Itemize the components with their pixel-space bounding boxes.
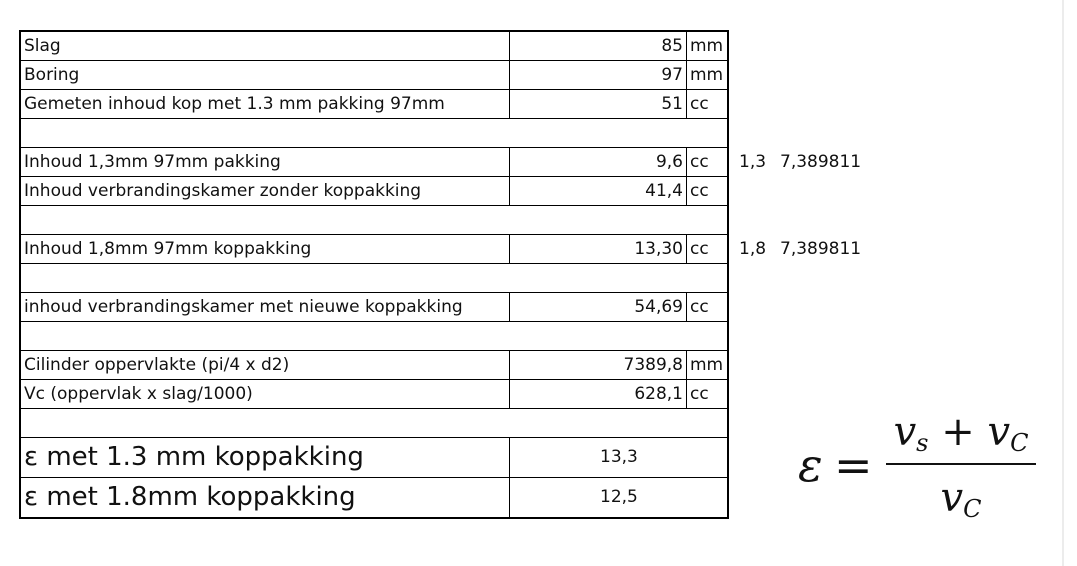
- row-value[interactable]: 9,6: [510, 148, 687, 177]
- blank-row[interactable]: [20, 206, 728, 235]
- side-note-a[interactable]: 1,8: [739, 239, 767, 259]
- row-unit[interactable]: cc: [687, 177, 729, 206]
- formula-epsilon: ε: [798, 438, 823, 492]
- row-label[interactable]: Inhoud verbrandingskamer zonder koppakking: [20, 177, 510, 206]
- blank-row[interactable]: [20, 119, 728, 148]
- calculation-table: [19, 30, 729, 519]
- row-value[interactable]: 85: [510, 31, 687, 61]
- result-value[interactable]: 13,3: [510, 438, 729, 478]
- row-unit[interactable]: mm: [687, 61, 729, 90]
- row-unit[interactable]: cc: [687, 380, 729, 409]
- formula-plus: +: [941, 409, 975, 455]
- row-unit[interactable]: cc: [687, 235, 729, 264]
- formula-denominator: [886, 474, 1036, 533]
- formula-sub-c: C: [963, 495, 982, 523]
- row-value[interactable]: 54,69: [510, 293, 687, 322]
- table-row[interactable]: [20, 380, 728, 409]
- row-unit[interactable]: mm: [687, 351, 729, 380]
- row-value[interactable]: 628,1: [510, 380, 687, 409]
- formula-equals: =: [834, 438, 873, 492]
- blank-row[interactable]: [20, 409, 728, 438]
- row-label[interactable]: inhoud verbrandingskamer met nieuwe koppakking: [20, 293, 510, 322]
- row-value[interactable]: 97: [510, 61, 687, 90]
- result-row[interactable]: [20, 438, 728, 478]
- row-value[interactable]: 13,30: [510, 235, 687, 264]
- side-note-b[interactable]: 7,389811: [780, 152, 862, 172]
- blank-row[interactable]: [20, 322, 728, 351]
- row-unit[interactable]: cc: [687, 293, 729, 322]
- blank-cell[interactable]: [20, 206, 728, 235]
- row-unit[interactable]: mm: [687, 31, 729, 61]
- formula-v: v: [987, 409, 1011, 455]
- formula-sub-c: C: [1010, 429, 1029, 457]
- table-row[interactable]: [20, 148, 728, 177]
- table-row[interactable]: [20, 61, 728, 90]
- row-label[interactable]: Boring: [20, 61, 510, 90]
- table-row[interactable]: [20, 177, 728, 206]
- table-row[interactable]: [20, 351, 728, 380]
- formula-numerator: [886, 408, 1036, 467]
- row-label[interactable]: Inhoud 1,8mm 97mm koppakking: [20, 235, 510, 264]
- table-row[interactable]: [20, 90, 728, 119]
- side-note-b[interactable]: 7,389811: [780, 239, 862, 259]
- result-label[interactable]: ε met 1.3 mm koppakking: [20, 438, 510, 478]
- formula-v: v: [940, 475, 964, 521]
- row-unit[interactable]: cc: [687, 148, 729, 177]
- row-value[interactable]: 41,4: [510, 177, 687, 206]
- row-label[interactable]: Slag: [20, 31, 510, 61]
- row-label[interactable]: Inhoud 1,3mm 97mm pakking: [20, 148, 510, 177]
- sheet-edge: [1062, 0, 1064, 566]
- row-label[interactable]: Cilinder oppervlakte (pi/4 x d2): [20, 351, 510, 380]
- blank-cell[interactable]: [20, 264, 728, 293]
- formula-sub-s: s: [916, 429, 929, 457]
- blank-cell[interactable]: [20, 322, 728, 351]
- formula-v: v: [893, 409, 917, 455]
- table-row[interactable]: [20, 293, 728, 322]
- side-note-a[interactable]: 1,3: [739, 152, 767, 172]
- blank-cell[interactable]: [20, 409, 728, 438]
- row-label[interactable]: Gemeten inhoud kop met 1.3 mm pakking 97mm: [20, 90, 510, 119]
- result-label[interactable]: ε met 1.8mm koppakking: [20, 478, 510, 519]
- row-value[interactable]: 7389,8: [510, 351, 687, 380]
- row-unit[interactable]: cc: [687, 90, 729, 119]
- result-value[interactable]: 12,5: [510, 478, 729, 519]
- fraction-bar: [886, 463, 1036, 465]
- row-label[interactable]: Vc (oppervlak x slag/1000): [20, 380, 510, 409]
- table-row[interactable]: [20, 235, 728, 264]
- table-row[interactable]: [20, 31, 728, 61]
- row-value[interactable]: 51: [510, 90, 687, 119]
- blank-cell[interactable]: [20, 119, 728, 148]
- blank-row[interactable]: [20, 264, 728, 293]
- result-row[interactable]: [20, 478, 728, 519]
- compression-ratio-formula: [798, 408, 1048, 533]
